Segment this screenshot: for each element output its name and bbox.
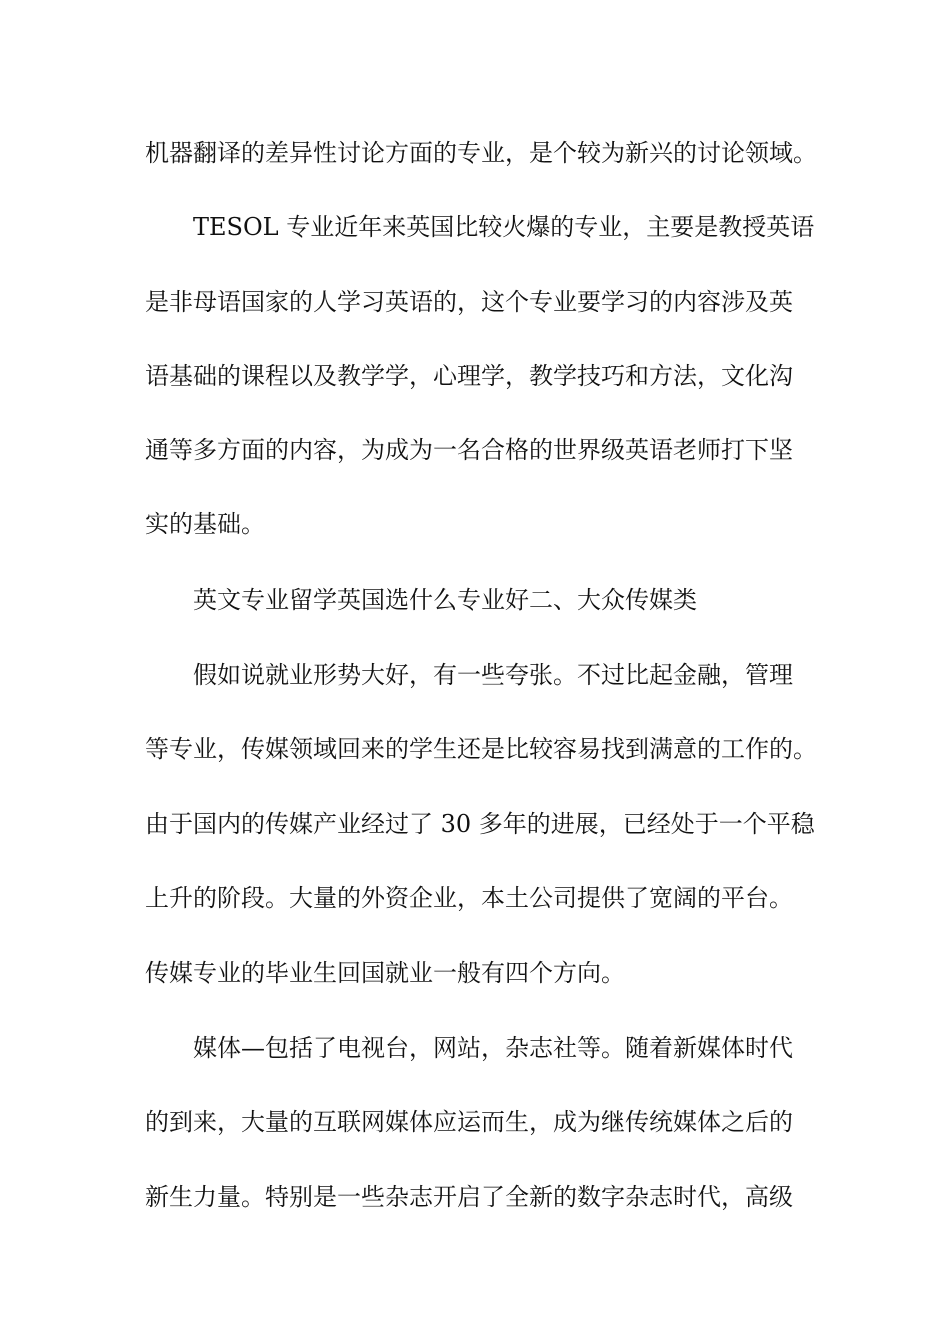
paragraph-line: 传媒专业的毕业生回国就业一般有四个方向。 [145, 959, 625, 987]
paragraph-line: 是非母语国家的人学习英语的，这个专业要学习的内容涉及英 [145, 288, 793, 316]
paragraph-line: 实的基础。 [145, 510, 265, 538]
section-heading: 英文专业留学英国选什么专业好二、大众传媒类 [193, 586, 697, 614]
paragraph-line: 上升的阶段。大量的外资企业，本土公司提供了宽阔的平台。 [145, 884, 793, 912]
paragraph-line: 媒体—包括了电视台，网站，杂志社等。随着新媒体时代 [193, 1034, 793, 1062]
paragraph-line: 由于国内的传媒产业经过了 30 多年的进展，已经处于一个平稳 [145, 810, 815, 838]
paragraph-line: 等专业，传媒领域回来的学生还是比较容易找到满意的工作的。 [145, 735, 817, 763]
paragraph-line: 的到来，大量的互联网媒体应运而生，成为继传统媒体之后的 [145, 1108, 793, 1136]
paragraph-line: 机器翻译的差异性讨论方面的专业，是个较为新兴的讨论领域。 [145, 139, 817, 167]
paragraph-line: 新生力量。特别是一些杂志开启了全新的数字杂志时代，高级 [145, 1183, 793, 1211]
paragraph-line: 通等多方面的内容，为成为一名合格的世界级英语老师打下坚 [145, 436, 793, 464]
paragraph-line: TESOL 专业近年来英国比较火爆的专业，主要是教授英语 [193, 213, 815, 241]
paragraph-line: 假如说就业形势大好，有一些夸张。不过比起金融，管理 [193, 661, 793, 689]
paragraph-line: 语基础的课程以及教学学，心理学，教学技巧和方法，文化沟 [145, 362, 793, 390]
